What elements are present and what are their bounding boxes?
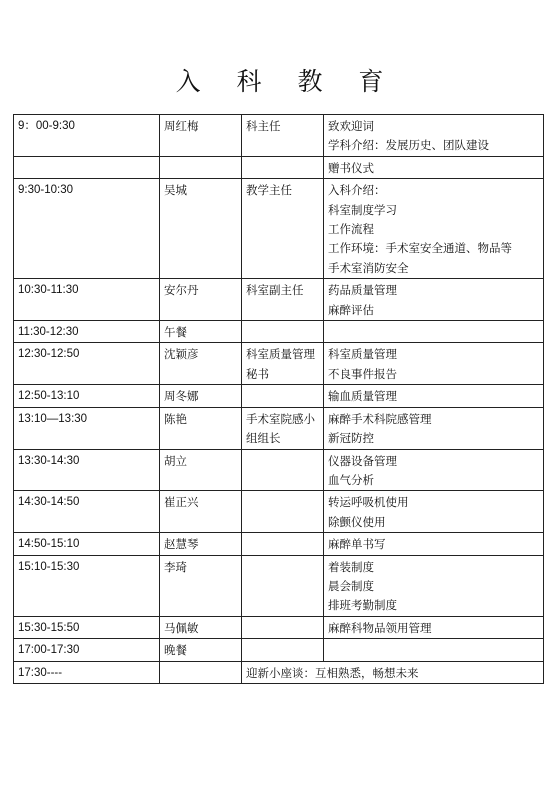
time-cell: 13:30-14:30 bbox=[14, 449, 160, 491]
topic-line: 着装制度 bbox=[328, 559, 374, 574]
topic-line: 入科介绍： bbox=[328, 183, 386, 198]
role-cell: 科室副主任 bbox=[242, 279, 324, 321]
topic-line: 药品质量管理 bbox=[328, 283, 397, 298]
topics-cell bbox=[324, 279, 544, 321]
table-row bbox=[14, 279, 544, 321]
topic-line: 仪器设备管理 bbox=[328, 453, 397, 468]
topic-line: 麻醉单书写 bbox=[328, 537, 386, 552]
time-cell bbox=[14, 156, 160, 178]
table-row bbox=[14, 533, 544, 555]
table-row bbox=[14, 616, 544, 638]
role-cell bbox=[242, 616, 324, 638]
role-cell bbox=[242, 491, 324, 533]
speaker-cell: 李琦 bbox=[160, 555, 242, 616]
speaker-cell: 晚餐 bbox=[160, 639, 242, 661]
topic-line: 不良事件报告 bbox=[328, 366, 397, 381]
role-cell bbox=[242, 449, 324, 491]
table-row bbox=[14, 179, 544, 279]
topics-cell bbox=[324, 179, 544, 279]
topic-line: 除颤仪使用 bbox=[328, 514, 386, 529]
schedule-table bbox=[13, 114, 544, 684]
topic-line: 新冠防控 bbox=[328, 431, 374, 446]
time-cell: 12:50-13:10 bbox=[14, 385, 160, 407]
page-title: 入 科 教 育 bbox=[175, 67, 398, 96]
topic-line: 手术室消防安全 bbox=[328, 260, 409, 275]
topic-line: 麻醉科物品领用管理 bbox=[328, 620, 432, 635]
table-row bbox=[14, 407, 544, 449]
speaker-cell: 周冬娜 bbox=[160, 385, 242, 407]
topics-cell bbox=[324, 449, 544, 491]
topic-line: 晨会制度 bbox=[328, 578, 374, 593]
topic-line: 赠书仪式 bbox=[328, 160, 374, 175]
topics-cell bbox=[324, 156, 544, 178]
role-cell bbox=[242, 321, 324, 343]
table-row bbox=[14, 321, 544, 343]
speaker-cell: 崔正兴 bbox=[160, 491, 242, 533]
topics-cell bbox=[324, 616, 544, 638]
time-cell: 12:30-12:50 bbox=[14, 343, 160, 385]
time-cell: 9:30-10:30 bbox=[14, 179, 160, 279]
topics-cell bbox=[324, 115, 544, 157]
topic-line: 输血质量管理 bbox=[328, 389, 397, 404]
speaker-cell: 马佩敏 bbox=[160, 616, 242, 638]
time-cell: 14:30-14:50 bbox=[14, 491, 160, 533]
role-cell bbox=[242, 385, 324, 407]
speaker-cell: 吴城 bbox=[160, 179, 242, 279]
topic-line: 血气分析 bbox=[328, 472, 374, 487]
table-row bbox=[14, 449, 544, 491]
topics-cell bbox=[324, 533, 544, 555]
time-cell: 17:00-17:30 bbox=[14, 639, 160, 661]
speaker-cell bbox=[160, 661, 242, 683]
table-row bbox=[14, 343, 544, 385]
topic-line: 工作环境：手术室安全通道、物品等 bbox=[328, 241, 512, 256]
speaker-cell bbox=[160, 156, 242, 178]
time-cell: 11:30-12:30 bbox=[14, 321, 160, 343]
table-row bbox=[14, 385, 544, 407]
speaker-cell: 胡立 bbox=[160, 449, 242, 491]
topic-line: 排班考勤制度 bbox=[328, 598, 397, 613]
time-cell: 15:10-15:30 bbox=[14, 555, 160, 616]
role-cell: 科主任 bbox=[242, 115, 324, 157]
table-row bbox=[14, 491, 544, 533]
table-row bbox=[14, 115, 544, 157]
topic-line: 科室质量管理 bbox=[328, 347, 397, 362]
topics-cell bbox=[324, 555, 544, 616]
role-cell: 教学主任 bbox=[242, 179, 324, 279]
table-row bbox=[14, 555, 544, 616]
speaker-cell: 安尔丹 bbox=[160, 279, 242, 321]
table-row bbox=[14, 661, 544, 683]
topics-cell bbox=[324, 343, 544, 385]
speaker-cell: 周红梅 bbox=[160, 115, 242, 157]
topics-cell bbox=[324, 407, 544, 449]
time-cell: 10:30-11:30 bbox=[14, 279, 160, 321]
role-cell bbox=[242, 555, 324, 616]
time-cell: 15:30-15:50 bbox=[14, 616, 160, 638]
table-row bbox=[14, 156, 544, 178]
speaker-cell: 午餐 bbox=[160, 321, 242, 343]
role-cell bbox=[242, 156, 324, 178]
speaker-cell: 陈艳 bbox=[160, 407, 242, 449]
speaker-cell: 沈颖彦 bbox=[160, 343, 242, 385]
time-cell: 14:50-15:10 bbox=[14, 533, 160, 555]
topic-line: 转运呼吸机使用 bbox=[328, 495, 409, 510]
role-cell: 手术室院感小组组长 bbox=[242, 407, 324, 449]
topics-cell bbox=[324, 385, 544, 407]
role-cell: 科室质量管理秘书 bbox=[242, 343, 324, 385]
topic-line: 工作流程 bbox=[328, 222, 374, 237]
table-row bbox=[14, 639, 544, 661]
role-cell bbox=[242, 639, 324, 661]
topics-cell bbox=[324, 321, 544, 343]
role-cell bbox=[242, 533, 324, 555]
topic-line: 致欢迎词 bbox=[328, 119, 374, 133]
topic-line: 科室制度学习 bbox=[328, 202, 397, 217]
topic-line: 麻醉评估 bbox=[328, 302, 374, 317]
time-cell: 13:10—13:30 bbox=[14, 407, 160, 449]
topics-cell bbox=[324, 639, 544, 661]
time-cell: 9：00-9:30 bbox=[14, 115, 160, 157]
topics-cell bbox=[324, 491, 544, 533]
speaker-cell: 赵慧琴 bbox=[160, 533, 242, 555]
topic-line: 麻醉手术科院感管理 bbox=[328, 411, 432, 426]
closing-remark-cell: 迎新小座谈：互相熟悉，畅想未来 bbox=[242, 661, 544, 683]
time-cell: 17:30---- bbox=[14, 661, 160, 683]
topic-line: 学科介绍：发展历史、团队建设 bbox=[328, 138, 489, 153]
schedule-body bbox=[14, 115, 544, 684]
